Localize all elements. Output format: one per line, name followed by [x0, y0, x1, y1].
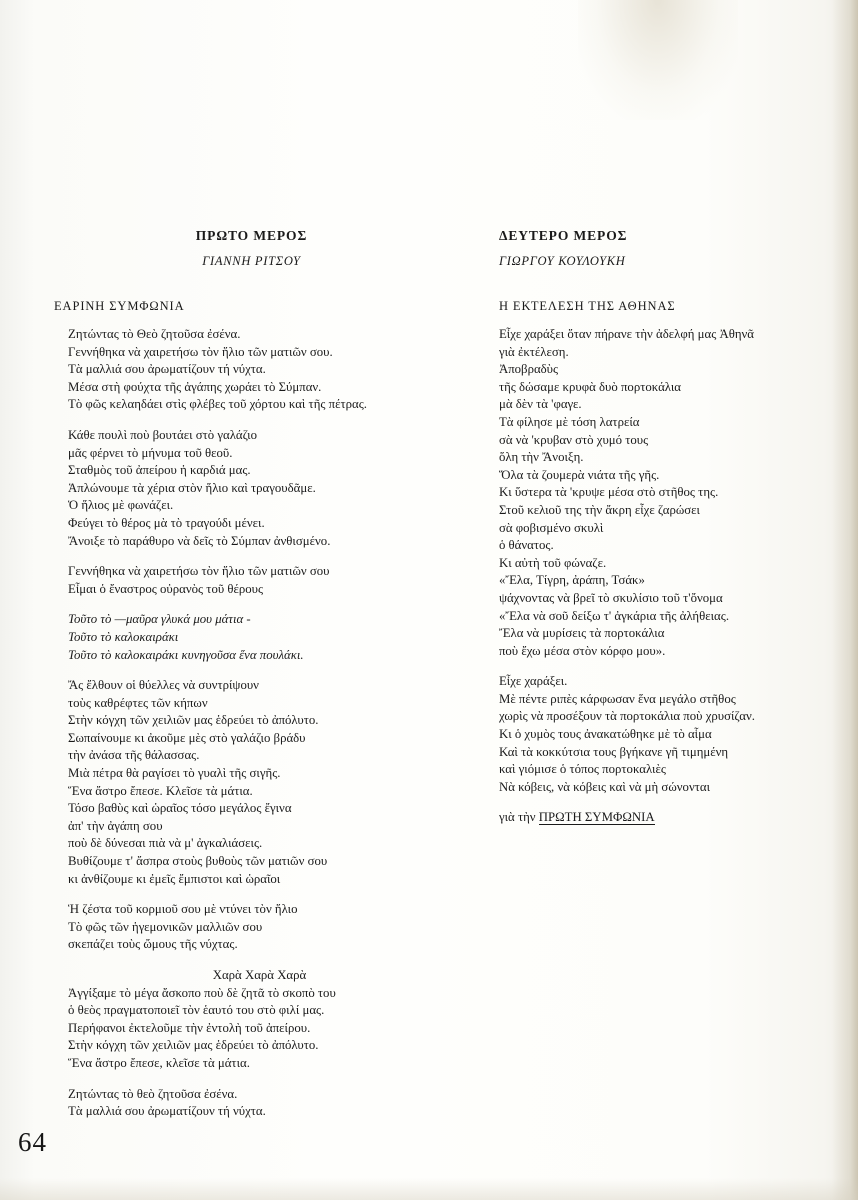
underlined-title: ΠΡΩΤΗ ΣΥΜΦΩΝΙΑ	[538, 810, 655, 825]
stanza	[52, 427, 451, 550]
poem-line: Κάθε πουλὶ ποὺ βουτάει στὸ γαλάζιο	[68, 427, 258, 442]
stanza	[52, 1086, 451, 1121]
poem-line: Τὰ μαλλιά σου ἀρωματίζουν τή νύχτα.	[68, 1104, 266, 1119]
left-poem-body	[52, 326, 451, 1121]
poem-line: μὰ δὲν τὰ 'φαγε.	[498, 397, 582, 412]
stanza	[499, 673, 858, 796]
right-poem-body	[499, 326, 858, 827]
poem-line: Κι ὁ χυμὸς τους ἀνακατώθηκε μὲ τὸ αἷμα	[498, 727, 712, 742]
stanza	[52, 563, 451, 598]
poem-line: Ἔλα νὰ μυρίσεις τὰ πορτοκάλια	[498, 626, 665, 641]
right-part-title: ΔΕΥΤΕΡΟ ΜΕΡΟΣ	[498, 228, 628, 243]
poem-line: μᾶς φέρνει τὸ μήνυμα τοῦ θεοῦ.	[68, 445, 233, 460]
poem-line: ἀπ' τὴν ἀγάπη σου	[68, 818, 163, 833]
poem-line: Στοῦ κελιοῦ της τὴν ἄκρη εἶχε ζαρώσει	[498, 502, 700, 517]
poem-line: ψάχνοντας νὰ βρεῖ τὸ σκυλίσιο τοῦ τ'ὄνομα	[498, 590, 723, 605]
stanza	[499, 809, 858, 827]
stanza	[499, 326, 858, 660]
poem-line: Βυθίζουμε τ' ἄσπρα στοὺς βυθοὺς τῶν ματιῶν σου	[68, 854, 328, 869]
poem-line: ποὺ δὲ δύνεσαι πιὰ νὰ μ' ἀγκαλιάσεις.	[68, 836, 263, 851]
left-author: ΓΙΑΝΝΗ ΡΙΤΣΟΥ	[202, 254, 301, 268]
poem-line: ὅλη τὴν Ἄνοιξη.	[498, 450, 584, 465]
poem-line: σὰ φοβισμένο σκυλὶ	[498, 520, 604, 535]
poem-line: Γεννήθηκα νὰ χαιρετήσω τὸν ἥλιο τῶν ματιῶν σου	[68, 564, 330, 579]
poem-line: Καὶ τὰ κοκκύτσια τους βγήκανε γῆ τιμημένη	[498, 744, 729, 759]
poem-line: Ἁπλώνουμε τὰ χέρια στὸν ἥλιο καὶ τραγουδᾶμε.	[68, 480, 316, 495]
poem-line: τὴν ἀνάσα τῆς θάλασσας.	[68, 748, 200, 763]
poem-line: Τὸ φῶς κελαηδάει στὶς φλέβες τοῦ χόρτου καὶ τῆς πέτρας.	[68, 397, 367, 412]
poem-line: Τόσο βαθὺς καὶ ὡραῖος τόσο μεγάλος ἔγινα	[68, 801, 292, 816]
poem-line: χωρὶς νὰ προσέξουν τὰ πορτοκάλια ποὺ χρυσίζαν.	[498, 709, 755, 724]
poem-line: Περήφανοι ἐκτελοῦμε τὴν ἐντολὴ τοῦ ἀπείρου.	[68, 1020, 311, 1035]
poem-line: Ὅλα τὰ ζουμερὰ νιάτα τῆς γῆς.	[498, 467, 660, 482]
poem-line: Σταθμὸς τοῦ ἀπείρου ἡ καρδιά μας.	[68, 463, 251, 478]
poem-line: Εἶχε χαράξει ὅταν πήρανε τὴν ἀδελφή μας Ἀθηνᾶ	[498, 327, 755, 341]
poem-line: Σωπαίνουμε κι ἀκοῦμε μὲς στὸ γαλάζιο βράδυ	[68, 730, 306, 745]
poem-line: ὁ θεὸς πραγματοποιεῖ τὸν ἑαυτό του στὸ φιλί μας.	[68, 1003, 325, 1018]
poem-line: «Ἔλα, Τίγρη, ἀράπη, Τσάκ»	[498, 573, 645, 588]
right-poem-title: Η ΕΚΤΕΛΕΣΗ ΤΗΣ ΑΘΗΝΑΣ	[498, 299, 676, 313]
left-poem-title: ΕΑΡΙΝΗ ΣΥΜΦΩΝΙΑ	[54, 299, 185, 313]
poem-line: καὶ γιόμισε ὁ τόπος πορτοκαλιὲς	[498, 762, 666, 777]
poem-line: Ὁ ἥλιος μὲ φωνάζει.	[68, 498, 174, 513]
poem-line: Νὰ κόβεις, νὰ κόβεις καὶ νὰ μὴ σώνονται	[498, 779, 711, 794]
right-author: ΓΙΩΡΓΟΥ ΚΟΥΛΟΥΚΗ	[498, 254, 626, 268]
left-column	[52, 228, 451, 1134]
poem-line: ὁ θάνατος.	[498, 538, 554, 553]
poem-line: Μὲ πέντε ριπὲς κάρφωσαν ἕνα μεγάλο στῆθος	[498, 691, 736, 706]
poem-line: Εἶμαι ὁ ἔναστρος οὐρανὸς τοῦ θέρους	[68, 581, 264, 596]
poem-line: Τὰ μαλλιά σου ἀρωματίζουν τή νύχτα.	[68, 362, 266, 377]
poem-line: Τοῦτο τὸ —μαῦρα γλυκά μου μάτια -	[68, 612, 251, 627]
poem-line: Ζητώντας τὸ Θεὸ ζητοῦσα ἐσένα.	[68, 327, 241, 341]
stanza	[52, 967, 451, 1073]
poem-line: γιὰ τὴν ΠΡΩΤΗ ΣΥΜΦΩΝΙΑ	[498, 810, 655, 825]
poem-line: Στὴν κόγχη τῶν χειλιῶν μας ἑδρεύει τὸ ἀπόλυτο.	[68, 1038, 319, 1053]
poem-line: κι ἀνθίζουμε κι ἐμεῖς ἔμπιστοι καὶ ὡραῖοι	[68, 871, 281, 886]
poem-line: Στὴν κόγχη τῶν χειλιῶν μας ἑδρεύει τὸ ἀπόλυτο.	[68, 713, 319, 728]
poem-line: Ζητώντας τὸ θεὸ ζητοῦσα ἐσένα.	[68, 1086, 238, 1101]
poem-line: Εἶχε χαράξει.	[498, 674, 568, 689]
left-part-title: ΠΡΩΤΟ ΜΕΡΟΣ	[195, 228, 308, 243]
poem-line: Ἕνα ἄστρο ἔπεσε, κλεῖσε τὰ μάτια.	[68, 1055, 250, 1070]
right-column	[499, 228, 858, 840]
stanza	[52, 326, 451, 414]
poem-line: Μέσα στὴ φούχτα τῆς ἀγάπης χωράει τὸ Σύμπαν.	[68, 379, 322, 394]
poem-line: Γεννήθηκα νὰ χαιρετήσω τὸν ἥλιο τῶν ματιῶν σου.	[68, 344, 333, 359]
poem-line: Ἕνα ἄστρο ἔπεσε. Κλεῖσε τὰ μάτια.	[68, 783, 253, 798]
poem-line: Κι αὐτὴ τοῦ φώναζε.	[498, 555, 607, 570]
poem-line: Κι ὕστερα τὰ 'κρυψε μέσα στὸ στῆθος της.	[498, 485, 719, 500]
poem-line: Ἡ ζέστα τοῦ κορμιοῦ σου μὲ ντύνει τὸν ἥλιο	[68, 902, 298, 917]
poem-line: γιὰ ἐκτέλεση.	[498, 344, 569, 359]
poem-line: Ἄνοιξε τὸ παράθυρο νὰ δεῖς τὸ Σύμπαν ἀνθισμένο.	[68, 533, 331, 548]
stanza	[52, 677, 451, 888]
stanza	[52, 611, 451, 664]
poem-line: σκεπάζει τοὺς ὤμους τῆς νύχτας.	[68, 937, 238, 952]
poem-line: Τὸ φῶς τῶν ἡγεμονικῶν μαλλιῶν σου	[68, 919, 263, 934]
poem-line: Τοῦτο τὸ καλοκαιράκι κυνηγοῦσα ἕνα πουλάκι.	[68, 647, 304, 662]
poem-line: Φεύγει τὸ θέρος μὰ τὸ τραγούδι μένει.	[68, 515, 265, 530]
poem-line: σὰ νὰ 'κρυβαν στὸ χυμό τους	[498, 432, 649, 447]
poem-line: Ἄς ἔλθουν οἱ θύελλες νὰ συντρίψουν	[68, 678, 259, 693]
poem-line: Τὰ φίλησε μὲ τόση λατρεία	[498, 414, 640, 429]
poem-line: «Ἔλα νὰ σοῦ δείξω τ' ἀγκάρια τῆς ἀλήθειας.	[498, 608, 730, 623]
poem-line: Ἀγγίξαμε τὸ μέγα ἄσκοπο ποὺ δὲ ζητᾶ τὸ σκοπὸ του	[68, 985, 336, 1000]
poem-line: ποὺ ἔχω μέσα στὸν κόρφο μου».	[498, 643, 666, 658]
poem-line: τῆς δώσαμε κρυφὰ δυὸ πορτοκάλια	[498, 379, 681, 394]
poem-line: τοὺς καθρέφτες τῶν κήπων	[68, 695, 208, 710]
poem-line: Χαρὰ Χαρὰ Χαρὰ	[212, 968, 307, 982]
poem-line: Μιὰ πέτρα θὰ ραγίσει τὸ γυαλὶ τῆς σιγῆς.	[68, 766, 281, 781]
stanza	[52, 901, 451, 954]
two-column-layout	[0, 228, 858, 1134]
page-number: 64	[18, 1127, 47, 1157]
poem-line: Τοῦτο τὸ καλοκαιράκι	[68, 629, 179, 644]
poem-line: Ἀποβραδὺς	[498, 362, 559, 377]
